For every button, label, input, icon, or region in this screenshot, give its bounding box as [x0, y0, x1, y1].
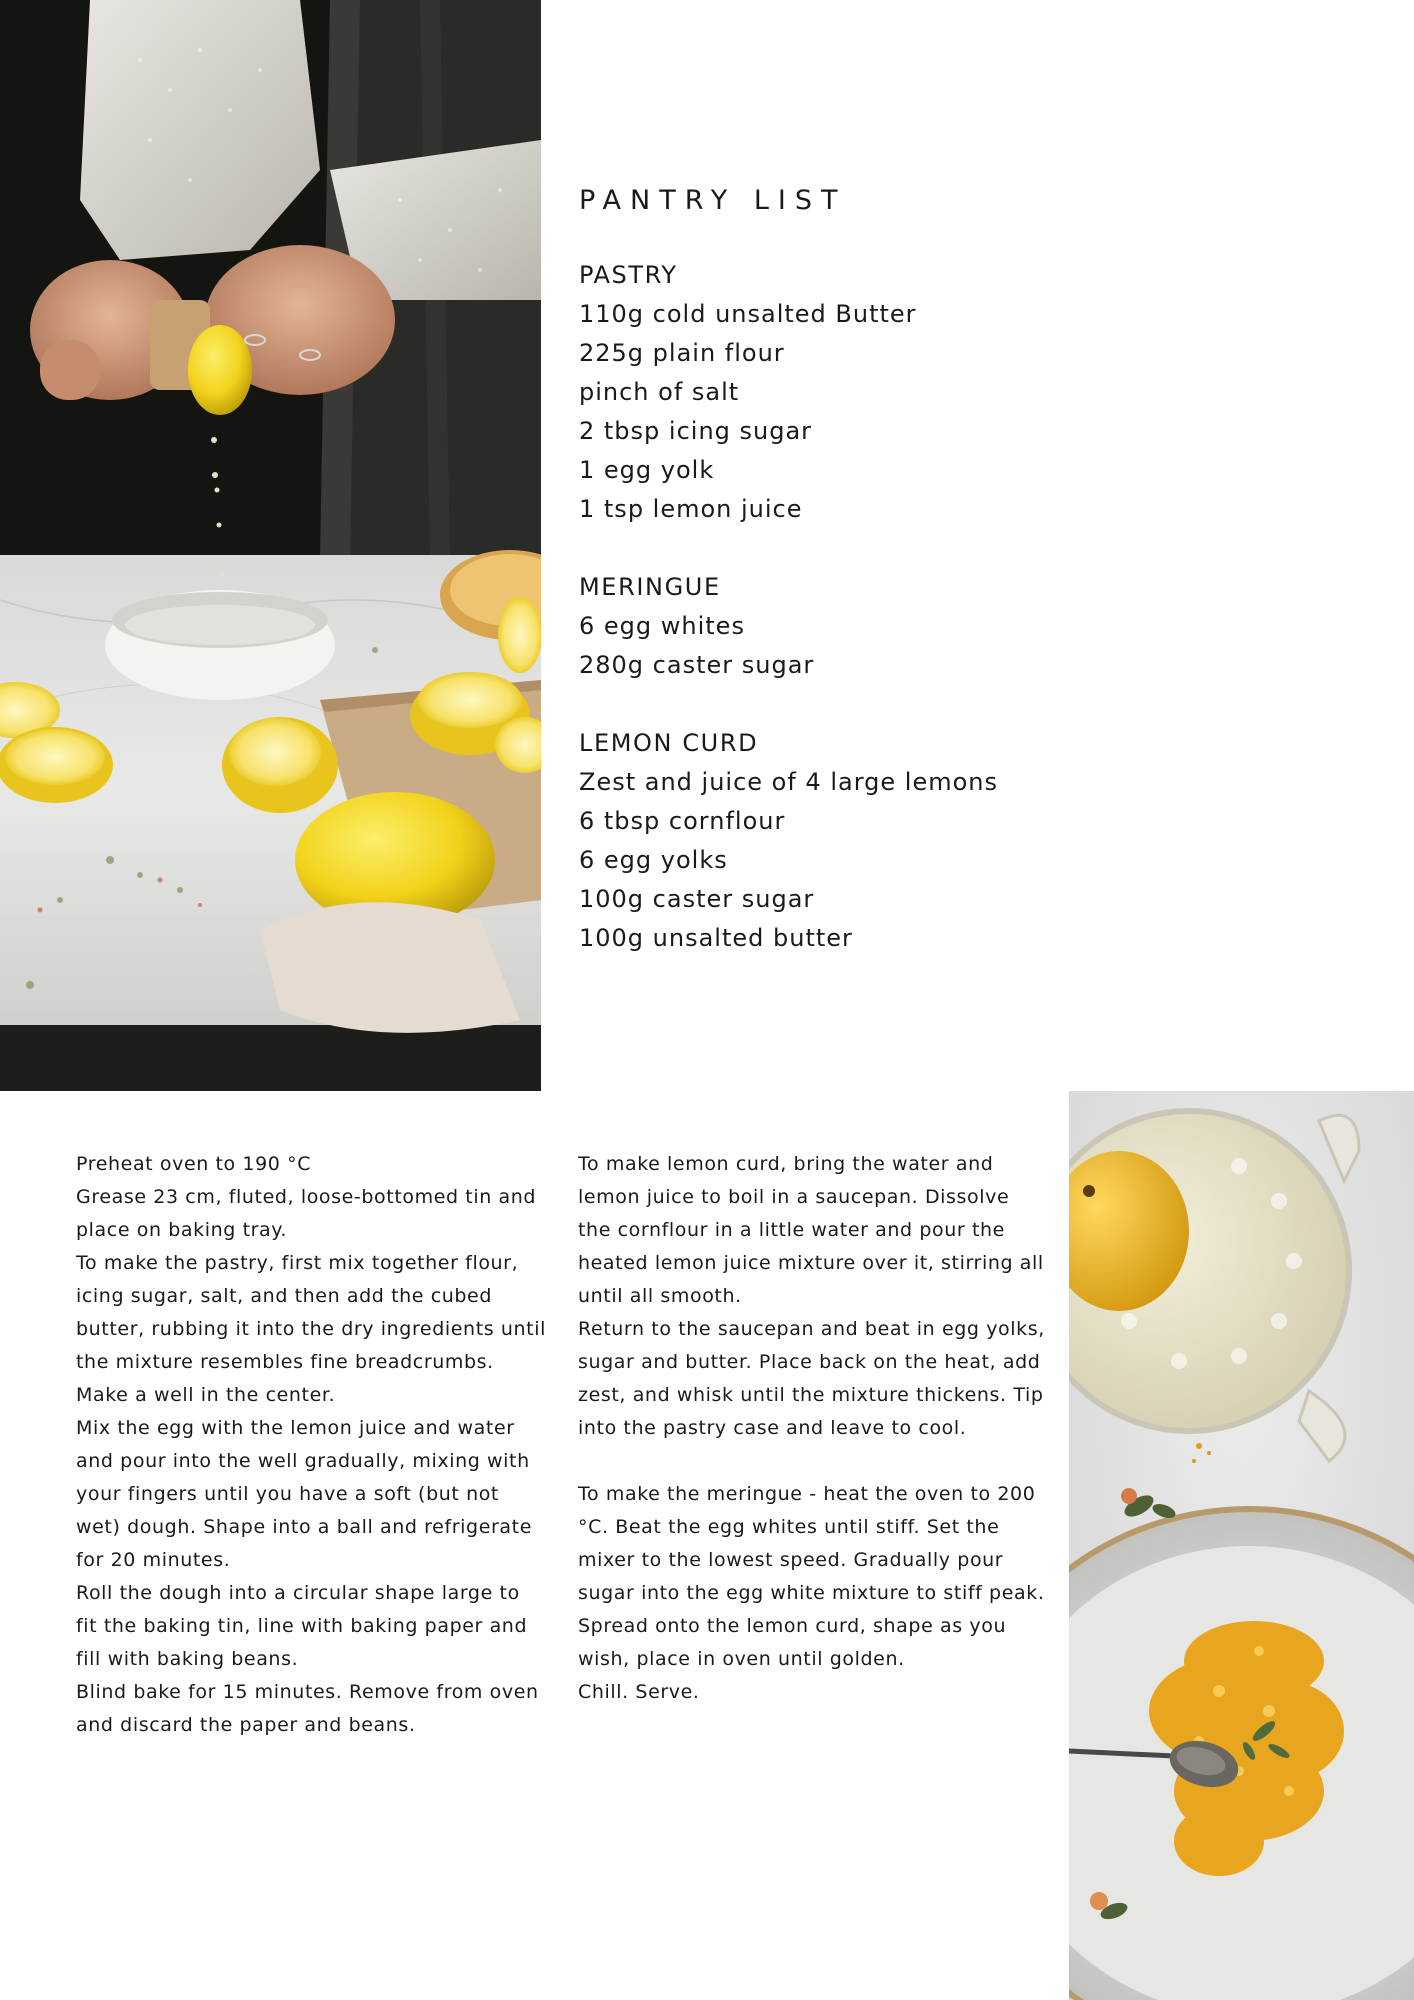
pantry-list [579, 182, 1039, 997]
pantry-title: PANTRY LIST [579, 185, 847, 216]
ingredient-item: 225g plain flour [579, 339, 785, 367]
method-step: Preheat oven to 190 °C [76, 1153, 312, 1175]
ingredient-item: 6 egg whites [579, 612, 745, 640]
pantry-section-lemon-curd [579, 724, 1039, 958]
method-step: To make lemon curd, bring the water and lemon juice to boil in a saucepan. Dissolve the cornflour in a little water and pour the heated lemon juice mixture over it, stirring all until all smooth. [578, 1153, 1044, 1307]
pantry-section-meringue [579, 568, 1039, 685]
ingredient-item: 6 tbsp cornflour [579, 807, 786, 835]
ingredient-item: Zest and juice of 4 large lemons [579, 768, 998, 796]
method-step: Grease 23 cm, fluted, loose-bottomed tin and place on baking tray. [76, 1186, 537, 1241]
ingredient-list [579, 295, 1039, 529]
method-step: Blind bake for 15 minutes. Remove from oven and discard the paper and beans. [76, 1681, 539, 1736]
ingredient-item: 1 tsp lemon juice [579, 495, 803, 523]
ingredient-item: 2 tbsp icing sugar [579, 417, 813, 445]
method-column-left [76, 1148, 546, 1742]
ingredient-list [579, 607, 1039, 685]
method-step: Mix the egg with the lemon juice and water and pour into the well gradually, mixing with your fingers until you have a soft (but not wet) dough. Shape into a ball and refrigerate for 20 minutes. [76, 1417, 532, 1571]
ingredient-item: 1 egg yolk [579, 456, 715, 484]
juicer-and-bowl-photo [1069, 1091, 1414, 2000]
ingredient-list [579, 763, 1039, 958]
pantry-section-pastry [579, 256, 1039, 529]
method-column-right [578, 1148, 1048, 1709]
method-step: Chill. Serve. [578, 1681, 700, 1703]
ingredient-item: 100g unsalted butter [579, 924, 853, 952]
ingredient-item: 6 egg yolks [579, 846, 728, 874]
ingredient-item: pinch of salt [579, 378, 740, 406]
section-heading: PASTRY [579, 261, 678, 289]
method-step: Return to the saucepan and beat in egg yolks, sugar and butter. Place back on the heat, add zest, and whisk until the mixture thickens. Tip into the pastry case and leave to cool. [578, 1318, 1045, 1439]
ingredient-item: 110g cold unsalted Butter [579, 300, 917, 328]
method-step: To make the meringue - heat the oven to 200 °C. Beat the egg whites until stiff. Set the mixer to the lowest speed. Gradually pour sugar into the egg white mixture to stiff peak. Spread onto the lemon curd, shape as you wish, place in oven until golden. [578, 1483, 1045, 1670]
paragraph-spacer [578, 1445, 1048, 1478]
method-step: To make the pastry, first mix together flour, icing sugar, salt, and then add the cubed butter, rubbing it into the dry ingredients until the mixture resembles fine breadcrumbs. Make a well in the center. [76, 1252, 546, 1406]
section-heading: LEMON CURD [579, 729, 759, 757]
method-step: Roll the dough into a circular shape large to fit the baking tin, line with baking paper and fill with baking beans. [76, 1582, 528, 1670]
lemon-squeeze-photo [0, 0, 541, 1091]
ingredient-item: 280g caster sugar [579, 651, 815, 679]
ingredient-item: 100g caster sugar [579, 885, 815, 913]
section-heading: MERINGUE [579, 573, 721, 601]
